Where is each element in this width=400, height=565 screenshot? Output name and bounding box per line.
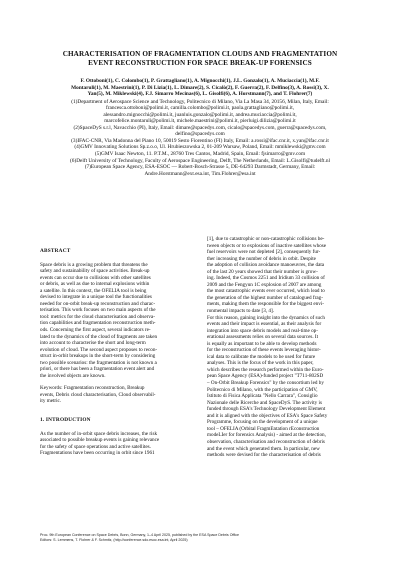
footer-line: Proc. 9th European Conference on Space Debris, Bonn, Germany, 1–4 April 2025, published by the ESA Space Debris Office [40,533,240,537]
author-line: F. Ottoboni(1), C. Colombo(1), P. Grattagliano(1), A. Mignocchi(1), J.L. Gonzalo(1), A. Muciaccia(1), M.F. [80,78,320,84]
introduction-line: associated to possible breakup events is gaining relevance [40,437,160,444]
abstract-body [40,262,193,380]
body-text-line: modeLIer for forensics Analysis) - aimed at the detection, [207,432,326,439]
abstract-line: devised to integrate in a unique tool the functionalities [40,294,152,301]
left-column [40,248,193,457]
affiliation-line: (5)GMV Isaac Newton, 11. P.T.M., 28760 Tres Cantos, Madrid, Spain, Email: fjsimarro@gmv.com [94,151,306,158]
abstract-line: Space debris is a growing problem that threatens the [40,261,148,268]
keywords [40,385,193,405]
abstract-line: two possible scenarios: the fragmentation is not known a [40,359,157,366]
paper-title [40,50,360,68]
author-line: Montaruli(1), M. Maestrini(1), P. Di Lizia(1), L. Dimare(2), S. Cicalò(2), F. Guerra(2), F. Delfino(3), A. Rossi(3), X. [71,84,329,91]
abstract-line: into account to characterise the short and long-term [40,340,146,347]
abstract-line: evolution of cloud. The second aspect proposes to recon- [40,346,158,353]
abstract-line: events can occur due to collisions with other satellites [40,274,151,281]
abstract-line: needed for on-orbit break-up reconstruction and charac- [40,300,156,307]
affiliation-line: Andre.Horstmann@ext.esa.int, Tim.Flohrer@esa.int [144,170,256,177]
body-text-line: [1], due to catastrophic or non-catastrophic collisions be- [207,236,325,242]
body-text-line: pean Space Agency (ESA)-funded project "T711-802SD [207,373,324,380]
body-text-line: Istituto di Fisica Applicata "Nello Carrara", Consiglio [207,393,318,400]
affiliation-line: alessandro.mignocchi@polimi.it, juanluis.gonzalo@polimi.it, andrea.muciaccia@polimi.it, [103,111,297,118]
introduction-body [40,431,193,457]
body-text-line: which describes the research performed within the Euro- [207,366,324,373]
body-text-line: ther increasing the number of debris in orbit. Despite [207,255,316,262]
affiliation-line: francesca.ottoboni@polimi.it, camilla.colombo@polimi.it, paola.grattagliano@polimi.it, [105,105,295,112]
affiliation-line: (6)Delft University of Technology, Faculty of Aerospace Engineering, Delft, The Netherlands, Email: L.Gisolfi@tudelft.nl [70,157,330,164]
body-text-line: erational assessments relies on several data sources. It [207,334,319,341]
body-text-line: the adoption of collision avoidance manoeuvres, the data [207,262,325,269]
abstract-line: terisation. This work focuses on two main aspects of the [40,307,156,314]
body-text-line: fuel reservoirs were not depleted [2], consequently fur- [207,249,321,256]
affiliation-line: (2)SpaceDyS s.r.l, Navacchio (PI), Italy, Email: dimare@spacedys.com, cicalo@spacedys.com, guerra@spacedys.com, [73,124,327,131]
abstract-line: tion capabilities and fragmentation reconstruction meth- [40,320,156,327]
body-text-line: Programme, focusing on the development of a unique [207,419,318,426]
keywords-line: events, Debris cloud characterisation, Cloud observabil- [40,391,156,398]
right-column-body [207,236,360,459]
abstract-line: tool: metrics for the cloud characterisation and observa- [40,313,155,320]
body-text-line: ronmental impacts to date [3, 4]. [207,308,274,315]
abstract-line: safety and sustainability of space activities. Break-up [40,268,150,275]
author-line: Yan(5), M. Miklewski(4), F.J. Simarro Mecinas(6), L. Gisolfi(6), A. Horstmann(7), and T. Flohrer(7) [87,91,313,98]
affiliation-line: (1)Department of Aerospace Science and Technology, Politecnico di Milano, Via La Masa 34, 20156, Milan, Italy, Email: [71,98,329,105]
abstract-line: the involved objects are known. [40,372,106,379]
body-text-line: tool – OFELIA (Orbital FragmEntation rEconstruction [207,425,320,432]
body-text-line: and it is aligned with the objectives of ESA's Space Safety [207,412,328,419]
introduction-heading: 1. INTRODUCTION [40,417,91,424]
body-text-line: ments, making them the responsible for the biggest envi- [207,301,324,308]
body-text-line: ical data to calibrate the models to be used for future [207,353,316,360]
body-text-line: the generation of the highest number of catalogued frag- [207,294,323,301]
body-text-line: for the reconstruction of these events leveraging histor- [207,347,321,354]
affiliation-line: delfino@spacedys.com [175,131,225,138]
introduction-line: for the safety of space operations and active satellites. [40,443,151,450]
abstract-line: struct in-orbit breakups in the short-term by considering [40,353,156,360]
body-text-line: 2009 and the Fengyun 1C explosion of 2007 are among [207,281,322,288]
body-text-line: Nazionale delle Ricerche and SpaceDyS. The activity is [207,399,322,406]
affiliation-line: marcofelice.montaruli@polimi.it, michele.maestrini@polimi.it, pierluigi.dilizia@polimi.it [104,118,296,125]
affiliation-line: (4)GMV Innovating Solutions Sp.z.o.o, Ul. Hrubieszowska 2, 01-209 Warsaw, Poland, Email: mmiklewski@gmv.com [74,144,326,151]
body-text-line: analyses. This is the focus of the work in this paper, [207,360,314,367]
abstract-line: or debris, as well as due to internal explosions within [40,281,150,288]
abstract-line: ods. Concerning the first aspect, several indicators re- [40,327,151,334]
introduction-line: Fragmentations have been occurring in orbit since 1961 [40,450,155,457]
body-text-line: – On-Orbit Breakup Forensics" by the consortium led by [207,380,324,387]
title-line: EVENT RECONSTRUCTION FOR SPACE BREAK-UP FORENSICS [88,59,312,68]
body-text-line: methods were devised for the characterisation of debris [207,452,321,459]
body-text-line: of the last 20 years showed that their number is grow- [207,268,318,275]
body-text-line: For this reason, gaining insight into the dynamics of such [207,314,325,321]
abstract-line: lated to the dynamics of the cloud of fragments are taken [40,333,158,340]
author-block [30,78,370,177]
body-text-line: events and their impact is essential, as their analysis for [207,321,322,328]
footer-line: Editors: S. Lemmens, T. Flohrer & F. Schmitz, (http://conference.sdo.esoc.esa.int, April 2025) [40,537,188,542]
abstract-heading: ABSTRACT [40,248,71,254]
right-column [207,236,360,459]
keywords-line: ity metric. [40,398,62,405]
abstract-line: a satellite. In this context, the OFELIA tool is being [40,287,147,294]
introduction-line: As the number of in-orbit space debris increases, the risk [40,430,158,437]
body-text-line: observation, characterisation and reconstruction of debris [207,438,325,445]
keywords-line: Keywords: Fragmentation reconstruction, Breakup [40,385,145,392]
affiliation-line: (3)IFAC-CNR, Via Madonna del Piano 10, 50019 Sesto Fiorentino (FI) Italy, Email: a.rossi@ifac.cnr.it, x.yan@ifac.cnr.it [71,137,329,144]
page-footer [40,533,360,543]
body-text-line: ing. Indeed, the Cosmos 2251 and Iridium 33 collision of [207,275,325,282]
body-text-line: funded through ESA's Technology Development Element [207,406,326,413]
affiliation-line: (7)European Space Agency, ESA-ESOC — Robert-Bosch-Strasse 5, DE-64293 Darmstadt, Germany, Email: [84,164,316,171]
title-line: CHARACTERISATION OF FRAGMENTATION CLOUDS AND FRAGMENTATION [62,50,338,58]
body-text-line: Politecnico di Milano, with the participation of GMV, [207,386,318,393]
body-text-line: the most catastrophic events ever occurred, which lead to [207,288,325,295]
body-text-line: integration into space debris models and real-time op- [207,327,318,334]
abstract-line: priori, or there has been a fragmentation event alert and [40,366,155,373]
body-text-line: and the event which generated them. In particular, new [207,445,320,452]
body-text-line: is equally as important to be able to develop methods [207,340,317,347]
body-text-line: tween objects or to explosions of inactive satellites whose [207,242,327,249]
